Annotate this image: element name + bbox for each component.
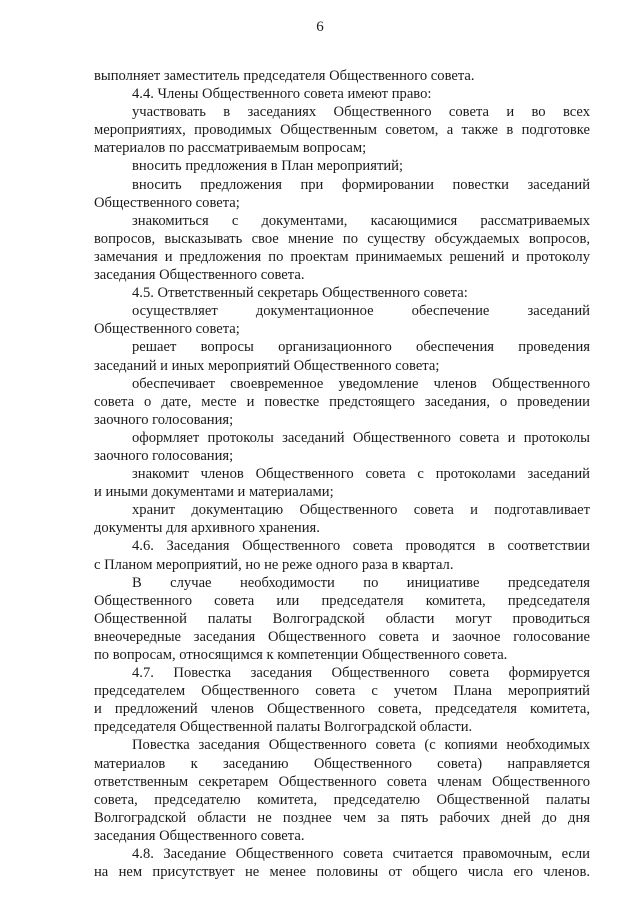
text-line: по вопросам, относящимся к компетенции Общественного совета. <box>94 647 508 663</box>
text-line: Общественного совета; <box>94 321 240 338</box>
text-line: совета, председателю комитета, председателю Общественной палаты <box>94 791 590 808</box>
text-line: заочного голосования; <box>94 447 234 464</box>
text-line: и предложений членов Общественного совета, председателя комитета, <box>94 701 590 718</box>
text-line: решает вопросы организационного обеспечения проведения <box>132 339 590 356</box>
text-line: с Планом мероприятий, но не реже одного раза в квартал. <box>94 556 454 573</box>
text-line: 4.8. Заседание Общественного совета считается правомочным, если <box>132 846 590 863</box>
text-line: знакомиться с документами, касающимися рассматриваемых <box>132 212 590 229</box>
text-line: обеспечивает своевременное уведомление членов Общественного <box>132 375 590 392</box>
text-line: и иными документами и материалами; <box>94 484 334 501</box>
text-line: Повестка заседания Общественного совета (с копиями необходимых <box>132 737 590 754</box>
text-line: Волгоградской области не позднее чем за пять рабочих дней до дня <box>94 809 590 826</box>
document-body <box>94 67 590 881</box>
text-line: Общественного совета; <box>94 194 240 211</box>
text-line: 4.7. Повестка заседания Общественного совета формируется <box>132 665 590 682</box>
text-line: заседания Общественного совета. <box>94 827 305 844</box>
text-line: участвовать в заседаниях Общественного совета и во всех <box>132 104 590 121</box>
text-line: Общественного совета или председателя комитета, председателя <box>94 592 590 609</box>
text-line: документы для архивного хранения. <box>94 520 320 537</box>
text-line: 4.6. Заседания Общественного совета проводятся в соответствии <box>132 538 590 555</box>
text-line: заседаний и иных мероприятий Общественного совета; <box>94 357 440 374</box>
text-line: выполняет заместитель председателя Общественного совета. <box>94 68 475 84</box>
text-line: мероприятиях, проводимых Общественным советом, а также в подготовке <box>94 122 590 139</box>
text-line: материалов по рассматриваемым вопросам; <box>94 140 367 157</box>
text-line: Общественной палаты Волгоградской области могут проводиться <box>94 610 590 627</box>
page-number: 6 <box>316 19 324 35</box>
text-line: совета о дате, месте и повестке предстоящего заседания, о проведении <box>94 393 590 410</box>
text-line: В случае необходимости по инициативе председателя <box>132 574 590 591</box>
text-line: хранит документацию Общественного совета и подготавливает <box>132 502 590 519</box>
text-line: оформляет протоколы заседаний Общественного совета и протоколы <box>132 429 590 446</box>
text-line: председателя Общественной палаты Волгоградской области. <box>94 719 473 736</box>
text-line: 4.4. Члены Общественного совета имеют право: <box>132 86 432 103</box>
text-line: вносить предложения при формировании повестки заседаний <box>132 176 590 193</box>
text-line: ответственным секретарем Общественного совета членам Общественного <box>94 773 590 790</box>
text-line: знакомит членов Общественного совета с протоколами заседаний <box>132 466 590 483</box>
text-line: замечания и предложения по проектам принимаемых решений и протоколу <box>94 248 590 265</box>
text-line: председателем Общественного совета с учетом Плана мероприятий <box>94 683 590 700</box>
text-line: 4.5. Ответственный секретарь Общественного совета: <box>132 285 468 302</box>
text-line: осуществляет документационное обеспечение заседаний <box>132 303 590 320</box>
text-line: вносить предложения в План мероприятий; <box>132 158 403 175</box>
text-line: внеочередные заседания Общественного совета и заочное голосование <box>94 628 590 645</box>
text-line: заочного голосования; <box>94 411 234 428</box>
text-line: вопросов, высказывать свое мнение по существу обсуждаемых вопросов, <box>94 230 590 247</box>
text-line: материалов к заседанию Общественного совета) направляется <box>94 755 590 772</box>
text-line: на нем присутствует не менее половины от общего числа его членов. <box>94 864 590 881</box>
text-line: заседания Общественного совета. <box>94 267 305 284</box>
